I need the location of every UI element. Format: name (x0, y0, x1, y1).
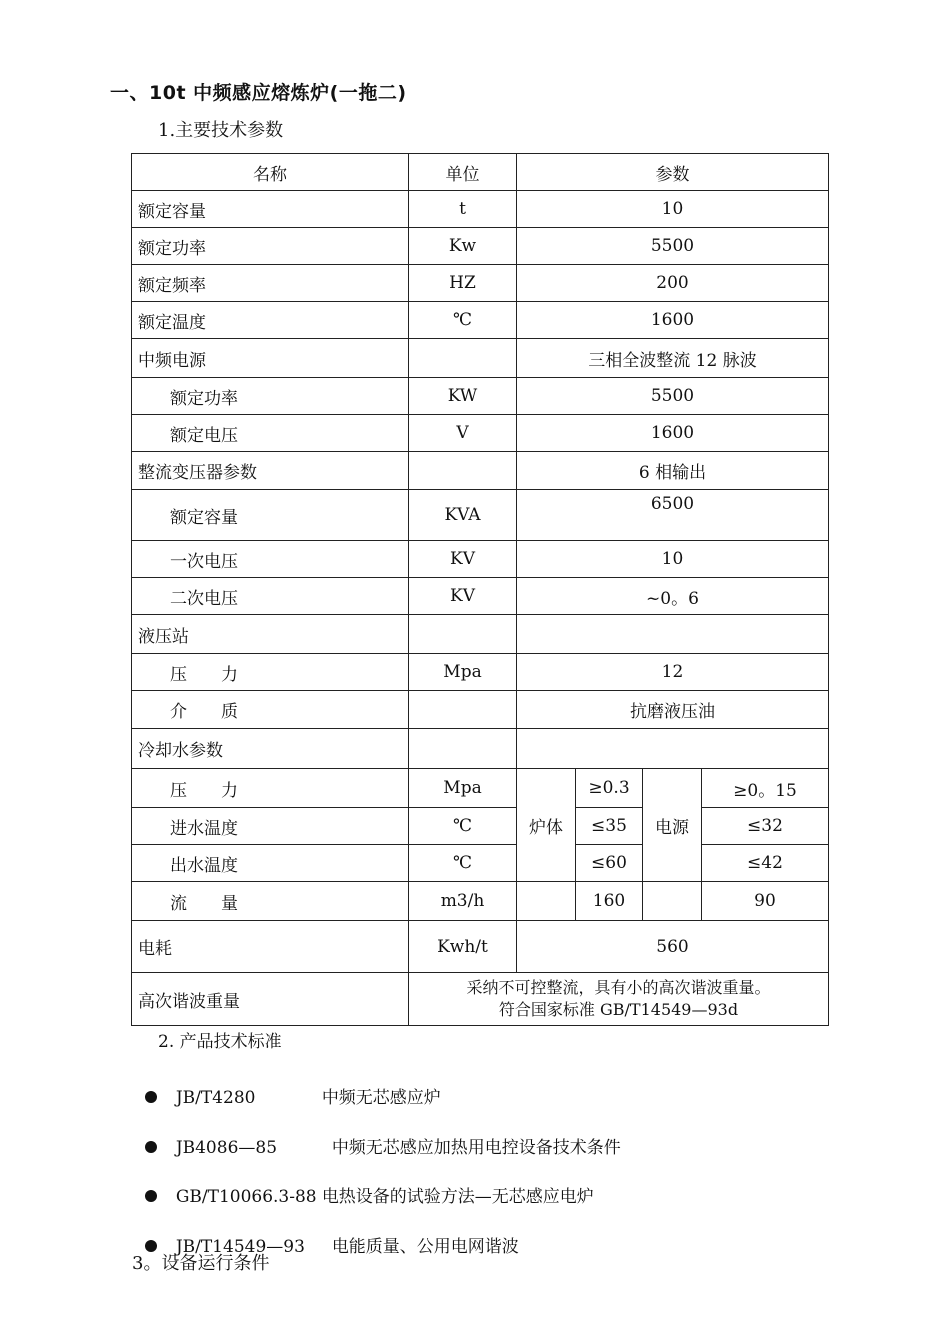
row-name: 二次电压 (132, 578, 409, 615)
table-row (132, 490, 829, 541)
row-value: 10 (517, 191, 829, 228)
section-2-title: 2. 产品技术标准 (158, 1032, 282, 1052)
row-unit: V (409, 415, 517, 452)
standard-item (134, 1063, 441, 1108)
row-unit (409, 615, 517, 654)
energy-row (132, 921, 829, 973)
table-row (132, 452, 829, 490)
harmonic-line-2: 符合国家标准 GB/T14549—93d (498, 1000, 739, 1019)
row-unit (409, 339, 517, 378)
row-name: 电耗 (132, 921, 409, 973)
table-row (132, 378, 829, 415)
table-row (132, 541, 829, 578)
row-unit: Mpa (409, 769, 517, 808)
furnace-value: ≤60 (576, 845, 643, 882)
harmonic-line-1: 采纳不可控整流，具有小的高次谐波重量。 (466, 978, 771, 997)
table-row (132, 729, 829, 769)
table-row (132, 265, 829, 302)
row-value: 1600 (517, 302, 829, 339)
row-value: 12 (517, 654, 829, 691)
standard-code: JB/T4280 (175, 1088, 256, 1108)
section-1-title: 1.主要技术参数 (158, 120, 284, 141)
row-unit: KVA (409, 490, 517, 541)
header-unit: 单位 (409, 154, 517, 191)
row-unit: HZ (409, 265, 517, 302)
standard-code: JB4086—85 (175, 1138, 278, 1158)
power-label: 电源 (643, 769, 702, 882)
row-value: 抗磨液压油 (517, 691, 829, 729)
row-name: 中频电源 (132, 339, 409, 378)
row-unit (409, 729, 517, 769)
row-unit: Kw (409, 228, 517, 265)
table-row (132, 339, 829, 378)
power-value: ≤42 (702, 845, 829, 882)
row-unit: ℃ (409, 845, 517, 882)
power-value: ≤32 (702, 808, 829, 845)
row-value: 200 (517, 265, 829, 302)
harmonic-row (132, 973, 829, 1026)
row-name: 额定功率 (132, 378, 409, 415)
row-name: 整流变压器参数 (132, 452, 409, 490)
row-value: 5500 (517, 378, 829, 415)
row-name: 压 力 (132, 654, 409, 691)
row-name: 额定容量 (132, 490, 409, 541)
row-value: 三相全波整流 12 脉波 (517, 339, 829, 378)
power-value: ≥0。15 (702, 769, 829, 808)
row-value (517, 729, 829, 769)
row-unit: ℃ (409, 302, 517, 339)
table-row (132, 191, 829, 228)
cooling-row (132, 769, 829, 808)
table-row (132, 415, 829, 452)
row-unit: Kwh/t (409, 921, 517, 973)
spec-table (131, 153, 829, 1026)
row-name: 流 量 (132, 882, 409, 921)
row-unit: ℃ (409, 808, 517, 845)
table-row (132, 691, 829, 729)
table-row (132, 228, 829, 265)
row-name: 高次谐波重量 (132, 973, 409, 1026)
furnace-label: 炉体 (517, 769, 576, 882)
row-name: 进水温度 (132, 808, 409, 845)
row-value: 5500 (517, 228, 829, 265)
cooling-row (132, 882, 829, 921)
bullet-icon (145, 1190, 157, 1202)
page-heading: 一、10t 中频感应熔炼炉(一拖二) (110, 82, 407, 104)
row-unit (409, 691, 517, 729)
table-header-row (132, 154, 829, 191)
row-unit (409, 452, 517, 490)
standard-code: JB/T14549—93 (175, 1237, 305, 1257)
row-value: 6 相输出 (517, 452, 829, 490)
power-empty-cell (643, 882, 702, 921)
furnace-value: ≤35 (576, 808, 643, 845)
table-row (132, 302, 829, 339)
row-name: 介 质 (132, 691, 409, 729)
table-row (132, 615, 829, 654)
standard-item (134, 1162, 594, 1207)
furnace-empty-cell (517, 882, 576, 921)
row-unit: t (409, 191, 517, 228)
standard-code: GB/T10066.3-88 (175, 1187, 317, 1207)
standard-desc: 电热设备的试验方法—无芯感应电炉 (321, 1187, 594, 1207)
row-name: 额定电压 (132, 415, 409, 452)
row-value (517, 615, 829, 654)
header-value: 参数 (517, 154, 829, 191)
row-name: 液压站 (132, 615, 409, 654)
table-row (132, 578, 829, 615)
row-name: 压 力 (132, 769, 409, 808)
bullet-icon (145, 1091, 157, 1103)
standard-desc: 中频无芯感应加热用电控设备技术条件 (331, 1138, 621, 1158)
standard-desc: 中频无芯感应炉 (321, 1088, 441, 1108)
cooling-row (132, 845, 829, 882)
row-value: 10 (517, 541, 829, 578)
row-value: 6500 (517, 490, 829, 541)
row-name: 额定温度 (132, 302, 409, 339)
row-name: 额定功率 (132, 228, 409, 265)
table-row (132, 654, 829, 691)
row-unit: KV (409, 578, 517, 615)
header-name: 名称 (132, 154, 409, 191)
row-value: 1600 (517, 415, 829, 452)
standard-desc: 电能质量、公用电网谐波 (331, 1237, 519, 1257)
furnace-value: 160 (576, 882, 643, 921)
power-value: 90 (702, 882, 829, 921)
bullet-icon (145, 1141, 157, 1153)
row-value: ~0。6 (517, 578, 829, 615)
row-name: 出水温度 (132, 845, 409, 882)
row-value: 560 (517, 921, 829, 973)
standard-item (134, 1113, 621, 1158)
row-name: 一次电压 (132, 541, 409, 578)
section-3-title: 3。设备运行条件 (132, 1253, 270, 1274)
row-unit: m3/h (409, 882, 517, 921)
row-name: 额定频率 (132, 265, 409, 302)
row-name: 额定容量 (132, 191, 409, 228)
row-unit: KW (409, 378, 517, 415)
row-unit: KV (409, 541, 517, 578)
row-name: 冷却水参数 (132, 729, 409, 769)
row-unit: Mpa (409, 654, 517, 691)
furnace-value: ≥0.3 (576, 769, 643, 808)
harmonic-value (409, 973, 829, 1026)
cooling-row (132, 808, 829, 845)
